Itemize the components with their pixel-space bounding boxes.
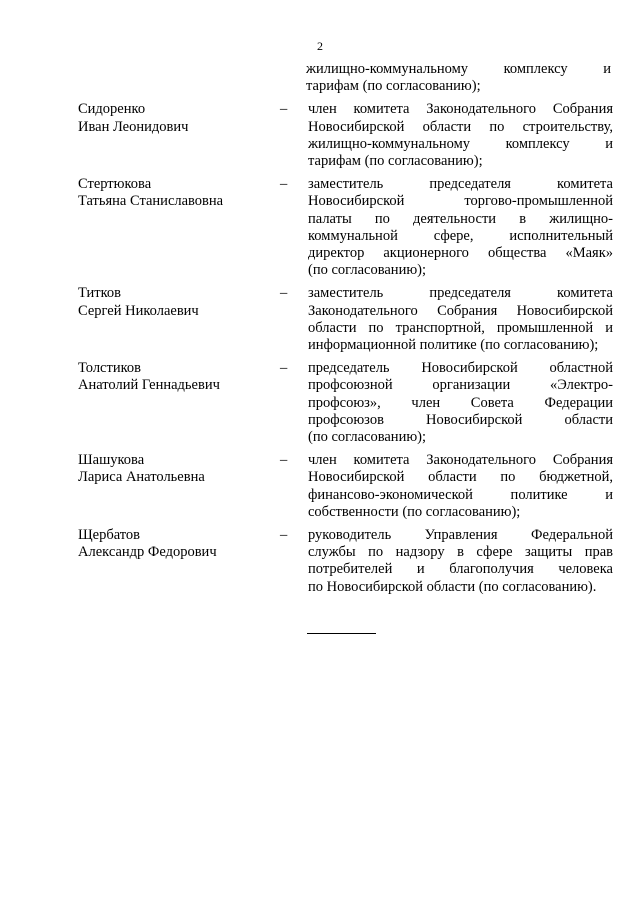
member-surname: Стертюкова [78,176,152,193]
role-line: (по согласованию); [308,429,427,446]
member-role [308,360,613,446]
member-entry [78,452,613,521]
member-name [78,101,278,135]
member-entry [78,360,613,446]
member-role [308,285,613,354]
role-line: председатель Новосибирской областной [308,360,613,377]
dash-separator: – [280,360,288,377]
dash-separator: – [280,285,288,302]
role-line: тарифам (по согласованию); [308,153,483,170]
member-role [308,452,613,521]
role-line: палаты по деятельности в жилищно- [308,210,613,227]
role-line: финансово-экономической политике и [308,486,613,503]
member-surname: Сидоренко [78,101,146,118]
member-role [308,176,613,279]
role-line: член комитета Законодательного Собрания [308,452,613,469]
member-list [78,61,613,602]
member-given-name: Лариса Анатольевна [78,469,205,486]
role-line: Новосибирской области по бюджетной, [308,469,613,486]
dash-separator: – [280,101,288,118]
role-line: директор акционерного общества «Маяк» [308,245,613,262]
member-entry [78,285,613,354]
role-line: Новосибирской области по строительству, [308,118,613,135]
dash-separator: – [280,452,288,469]
member-role [308,101,613,170]
member-surname: Щербатов [78,527,140,544]
role-line: Законодательного Собрания Новосибирской [308,302,613,319]
role-line: (по согласованию); [308,262,427,279]
role-line: руководитель Управления Федеральной [308,527,613,544]
member-given-name: Татьяна Станиславовна [78,193,224,210]
role-line: тарифам (по согласованию); [306,78,481,95]
member-entry [78,101,613,170]
role-line: информационной политике (по согласованию); [308,337,599,354]
role-line: собственности (по согласованию); [308,503,521,520]
role-line: заместитель председателя комитета [308,176,613,193]
role-line: член комитета Законодательного Собрания [308,101,613,118]
member-role [308,527,613,596]
member-given-name: Александр Федорович [78,544,217,561]
role-line: заместитель председателя комитета [308,285,613,302]
member-entry [78,527,613,596]
member-name [78,452,278,486]
role-line: по Новосибирской области (по согласованию). [308,578,597,595]
member-surname: Толстиков [78,360,141,377]
role-line: жилищно-коммунальному комплексу и [308,135,613,152]
previous-entry-continuation [306,61,611,95]
member-entry [78,176,613,279]
member-name [78,176,278,210]
role-line: службы по надзору в сфере защиты прав [308,544,613,561]
role-line: Новосибирской торгово-промышленной [308,193,613,210]
page-number: 2 [317,39,323,53]
role-line: потребителей и благополучия человека [308,561,613,578]
member-given-name: Иван Леонидович [78,118,189,135]
member-name [78,285,278,319]
role-line: профсоюзов Новосибирской области [308,411,613,428]
member-surname: Шашукова [78,452,145,469]
role-line: жилищно-коммунальному комплексу и [306,61,611,77]
member-name [78,360,278,394]
dash-separator: – [280,527,288,544]
end-of-list-rule [307,633,376,634]
member-surname: Титков [78,285,121,302]
role-line: коммунальной сфере, исполнительный [308,227,613,244]
member-given-name: Анатолий Геннадьевич [78,377,220,394]
member-name [78,527,278,561]
dash-separator: – [280,176,288,193]
role-line: профсоюзной организации «Электро- [308,377,613,394]
role-line: области по транспортной, промышленной и [308,319,613,336]
role-line: профсоюз», член Совета Федерации [308,394,613,411]
member-given-name: Сергей Николаевич [78,302,199,319]
